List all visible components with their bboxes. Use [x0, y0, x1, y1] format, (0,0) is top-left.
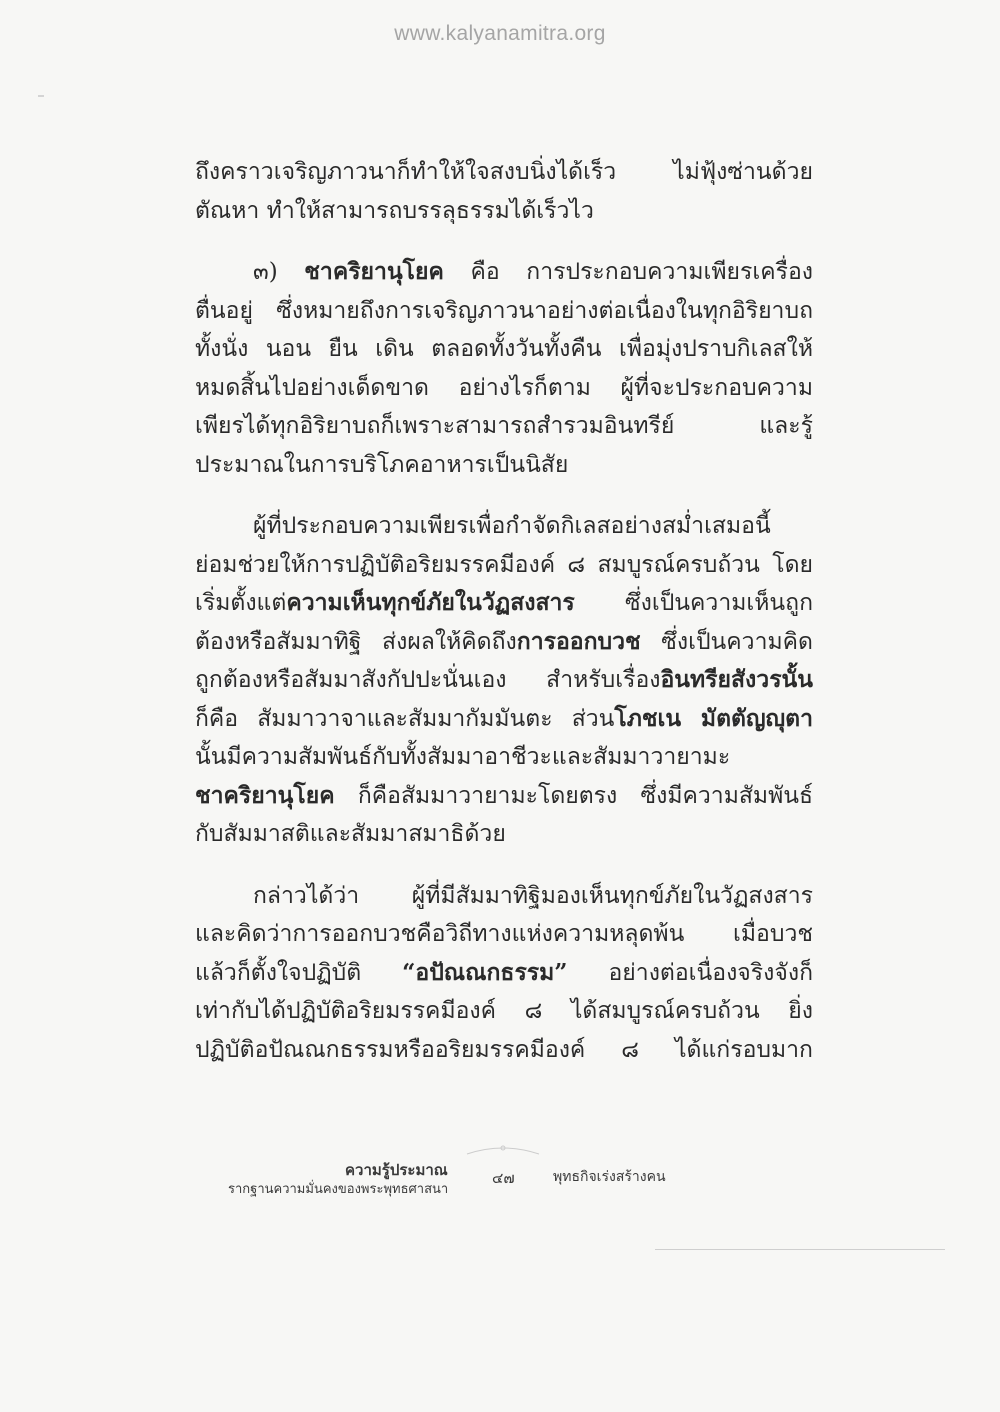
text-line: เริ่มตั้งแต่ความเห็นทุกข์ภัยในวัฏสงสาร ซึ่งเป็นความเห็นถูก: [195, 589, 813, 616]
text-line: หมดสิ้นไปอย่างเด็ดขาด อย่างไรก็ตาม ผู้ที่จะประกอบความ: [195, 374, 813, 401]
text-line: เท่ากับได้ปฏิบัติอริยมรรคมีองค์ ๘ ได้สมบูรณ์ครบถ้วน ยิ่ง: [195, 998, 813, 1024]
text-line: ชาคริยานุโยค ก็คือสัมมาวายามะโดยตรง ซึ่งมีความสัมพันธ์: [195, 781, 813, 809]
bold-term: อินทรียสังวรนั้น: [660, 666, 813, 693]
text-line: ๓) ชาคริยานุโยค คือ การประกอบความเพียรเครื่อง: [253, 258, 813, 285]
bold-term: ความเห็นทุกข์ภัยในวัฏสงสาร: [286, 589, 575, 616]
text-line: ย่อมช่วยให้การปฏิบัติอริยมรรคมีองค์ ๘ สมบูรณ์ครบถ้วน โดย: [195, 551, 813, 578]
list-number: ๓): [253, 259, 305, 285]
text-line: ตัณหา ทำให้สามารถบรรลุธรรมได้เร็วไว: [195, 197, 594, 224]
text-line: กับสัมมาสติและสัมมาสมาธิด้วย: [195, 821, 506, 847]
text-line: ถึงคราวเจริญภาวนาก็ทำให้ใจสงบนิ่งได้เร็ว ไม่ฟุ้งซ่านด้วย: [195, 159, 813, 185]
ornament-icon: [463, 1140, 543, 1160]
bold-term: โภชเน มัตตัญญุตา: [614, 704, 813, 732]
text-line: นั้นมีความสัมพันธ์กับทั้งสัมมาอาชีวะและสัมมาวายามะ: [195, 744, 731, 770]
bold-term: “อปัณณกธรรม”: [402, 958, 568, 986]
text-line: ปฏิบัติอปัณณกธรรมหรืออริยมรรคมีองค์ ๘ ได้แก่รอบมาก: [195, 1036, 813, 1063]
text-line: ตื่นอยู่ ซึ่งหมายถึงการเจริญภาวนาอย่างต่อเนื่องในทุกอิริยาบถ: [195, 297, 813, 324]
text-line: ผู้ที่ประกอบความเพียรเพื่อกำจัดกิเลสอย่างสม่ำเสมอนี้: [253, 513, 771, 539]
scan-artifact-line: [655, 1249, 945, 1250]
bold-term: ชาคริยานุโยค: [304, 258, 444, 285]
text-line: แล้วก็ตั้งใจปฏิบัติ “อปัณณกธรรม” อย่างต่อเนื่องจริงจังก็: [195, 958, 813, 986]
bold-term: การออกบวช: [516, 627, 641, 655]
text-line: ถูกต้องหรือสัมมาสังกัปปะนั่นเอง สำหรับเรื่องอินทรียสังวรนั้น: [195, 666, 813, 693]
bold-term: ชาคริยานุโยค: [195, 781, 335, 809]
scan-artifact: [38, 95, 44, 97]
text-line: กล่าวได้ว่า ผู้ที่มีสัมมาทิฐิมองเห็นทุกข์ภัยในวัฏสงสาร: [253, 882, 813, 909]
series-title: พุทธกิจเร่งสร้างคน: [553, 1169, 666, 1185]
page-footer: [0, 1158, 1000, 1198]
watermark-url: www.kalyanamitra.org: [394, 22, 606, 45]
book-subtitle: รากฐานความมั่นคงของพระพุทธศาสนา: [228, 1182, 449, 1197]
page-number: ๔๗: [492, 1169, 515, 1187]
text-line: ก็คือ สัมมาวาจาและสัมมากัมมันตะ ส่วนโภชเน มัตตัญญุตา: [195, 704, 813, 732]
text-line: เพียรได้ทุกอิริยาบถก็เพราะสามารถสำรวมอินทรีย์ และรู้: [195, 413, 813, 439]
text-line: และคิดว่าการออกบวชคือวิถีทางแห่งความหลุดพ้น เมื่อบวช: [195, 921, 813, 947]
text-line: ประมาณในการบริโภคอาหารเป็นนิสัย: [195, 451, 569, 478]
book-title: ความรู้ประมาณ: [345, 1161, 448, 1179]
body-text: [195, 153, 813, 1069]
text-line: ต้องหรือสัมมาทิฐิ ส่งผลให้คิดถึงการออกบวช ซึ่งเป็นความคิด: [195, 627, 813, 655]
text-line: ทั้งนั่ง นอน ยืน เดิน ตลอดทั้งวันทั้งคืน เพื่อมุ่งปราบกิเลสให้: [195, 336, 813, 362]
